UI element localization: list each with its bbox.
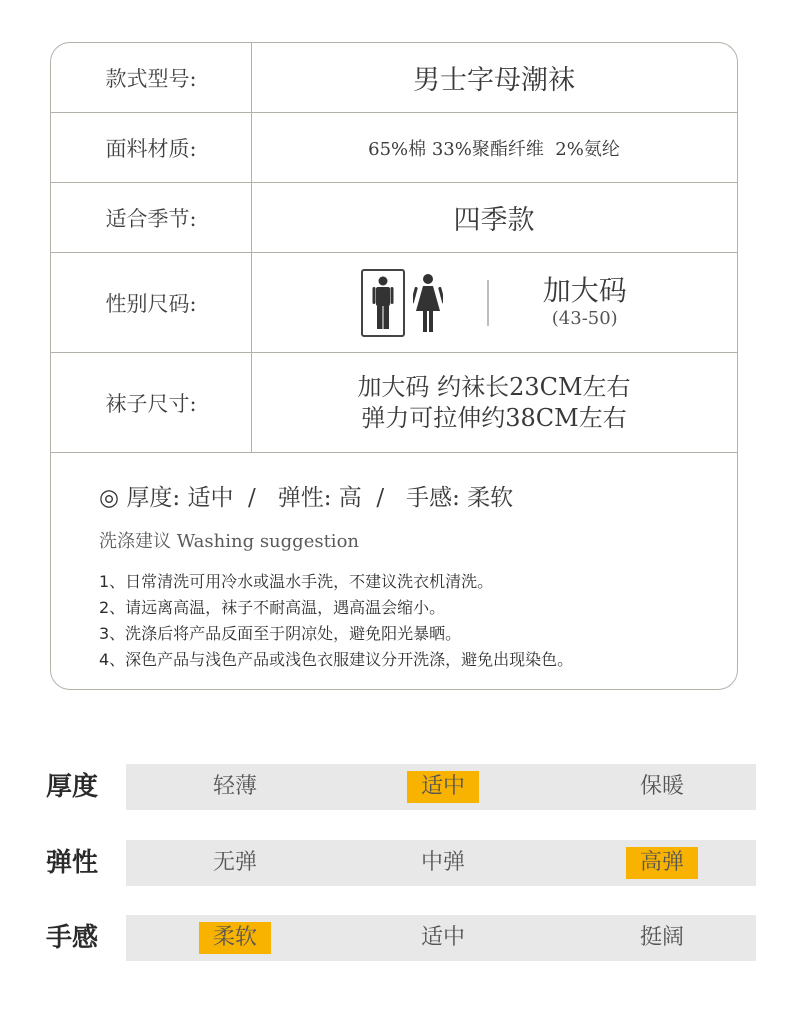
rating-option-thickness-1: 轻薄 [212,774,258,799]
rating-option-elasticity-1: 无弹 [212,850,258,875]
spec-label-material: 面料材质: [51,113,252,182]
rating-label-feel: 手感 [46,923,99,953]
notes-section [51,453,737,689]
female-restroom-icon [413,273,443,333]
rating-row-elasticity [0,840,790,886]
sock-size-line-2: 弹力可拉伸约38CM左右 [361,403,627,432]
rating-bar-thickness [126,764,756,810]
male-figure-icon [372,276,394,330]
rating-option-feel-2: 适中 [420,925,466,950]
spec-card [50,42,738,690]
rating-label-thickness: 厚度 [46,772,99,802]
size-range: (43-50) [551,307,618,329]
rating-option-feel-1: 柔软 [199,922,271,954]
spec-value-sock-size [251,353,737,452]
rating-option-thickness-2: 适中 [407,771,479,803]
rating-row-thickness [0,764,790,810]
rating-bar-feel [126,915,756,961]
spec-value-size [251,253,737,352]
rating-label-elasticity: 弹性 [46,848,99,878]
washing-list [99,569,573,673]
rating-option-elasticity-2: 中弹 [420,850,466,875]
washing-item: 1、日常清洗可用冷水或温水手洗，不建议洗衣机清洗。 [99,572,494,591]
spec-row-style [51,43,737,113]
rating-bar-elasticity [126,840,756,886]
spec-label-style: 款式型号: [51,43,252,112]
spec-label-sock-size: 袜子尺寸: [51,353,252,452]
washing-title: 洗涤建议 Washing suggestion [99,531,359,552]
rating-option-thickness-3: 保暖 [639,774,685,799]
washing-item: 3、洗涤后将产品反面至于阴凉处，避免阳光暴晒。 [99,624,462,643]
spec-row-size [51,253,737,353]
spec-value-style: 男士字母潮袜 [413,65,575,96]
size-value: 加大码 [542,273,627,307]
size-divider [487,280,489,326]
rating-option-elasticity-3: 高弹 [626,847,698,879]
size-group [361,269,627,337]
size-text [543,275,627,331]
sock-size-line-1: 加大码 约袜长23CM左右 [357,372,631,401]
spec-row-sock-size [51,353,737,453]
properties-summary: ◎ 厚度: 适中 / 弹性: 高 / 手感: 柔软 [99,485,514,511]
male-restroom-icon [361,269,405,337]
rating-row-feel [0,915,790,961]
washing-item: 2、请远离高温，袜子不耐高温，遇高温会缩小。 [99,598,446,617]
rating-option-feel-3: 挺阔 [639,925,685,950]
spec-label-size: 性别尺码: [51,253,252,352]
spec-row-material [51,113,737,183]
spec-label-season: 适合季节: [51,183,252,252]
spec-value-material: 65%棉 33%聚酯纤维 2%氨纶 [368,138,620,160]
spec-value-season: 四季款 [453,205,535,236]
washing-item: 4、深色产品与浅色产品或浅色衣服建议分开洗涤，避免出现染色。 [99,650,574,669]
spec-row-season [51,183,737,253]
gender-icons [361,269,443,337]
